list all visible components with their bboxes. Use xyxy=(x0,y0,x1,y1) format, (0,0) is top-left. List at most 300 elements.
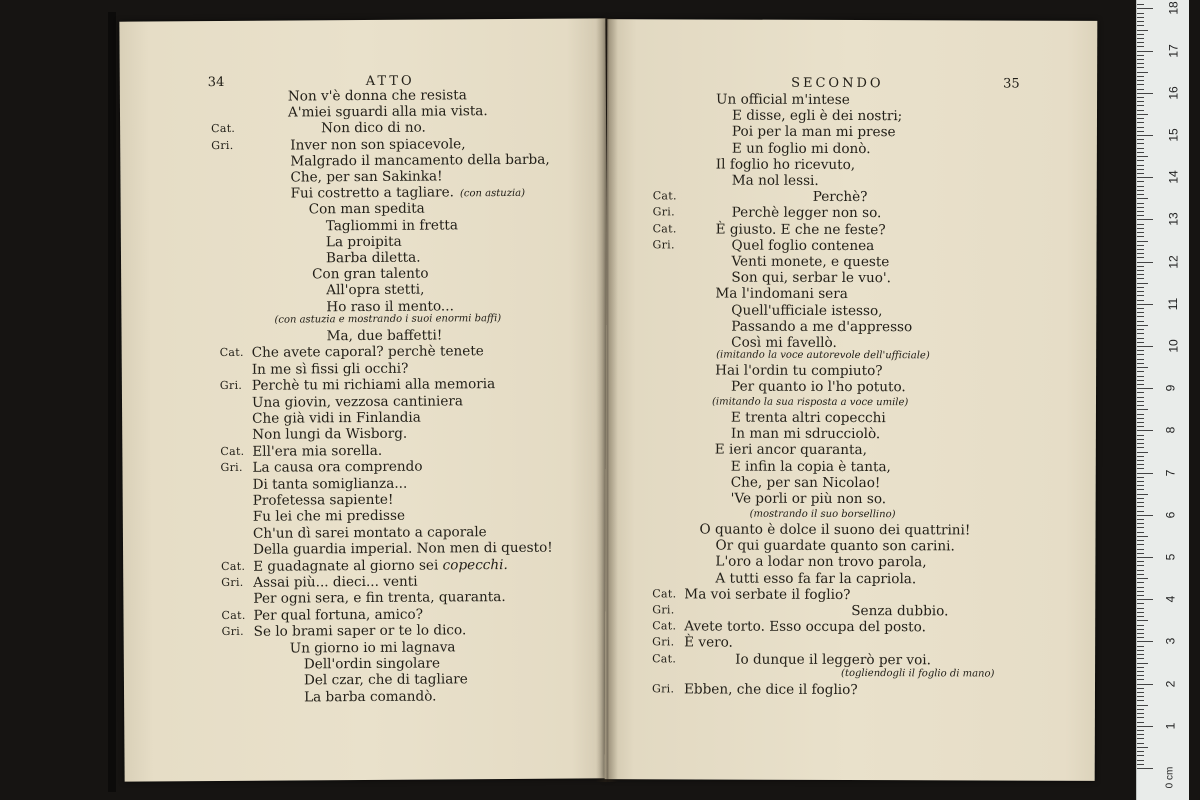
speaker-label: Gri. xyxy=(220,461,243,475)
ruler-tick xyxy=(1137,325,1148,326)
ruler-tick xyxy=(1137,494,1148,495)
ruler-number: 12 xyxy=(1166,254,1181,269)
ruler-tick xyxy=(1137,181,1144,182)
ruler-tick xyxy=(1137,198,1148,199)
ruler-number: 2 xyxy=(1163,680,1178,687)
ruler-number: 7 xyxy=(1163,469,1178,476)
ruler-tick xyxy=(1137,148,1144,149)
ruler-tick xyxy=(1137,118,1144,119)
verse-line xyxy=(716,221,886,238)
speaker-label: Cat. xyxy=(652,189,677,203)
ruler-tick xyxy=(1137,401,1144,402)
ruler-tick xyxy=(1137,249,1144,250)
ruler-tick xyxy=(1137,110,1144,111)
ruler-tick xyxy=(1137,346,1153,347)
ruler-tick xyxy=(1137,540,1144,541)
stage-direction: (mostrando il suo borsellino) xyxy=(749,508,896,521)
ruler-tick xyxy=(1137,468,1144,469)
verse-text: Perchè tu mi richiami alla memoria xyxy=(251,376,496,394)
ruler-tick xyxy=(1137,591,1144,592)
verse-line xyxy=(326,217,458,234)
ruler-tick xyxy=(1137,549,1144,550)
ruler-tick xyxy=(1137,536,1148,537)
verse-text: Assai più... dieci... venti xyxy=(253,573,418,591)
ruler-tick xyxy=(1137,637,1144,638)
verse-text: Ell'era mia sorella. xyxy=(252,442,383,460)
ruler-tick xyxy=(1137,435,1144,436)
ruler-number: 10 xyxy=(1166,339,1181,353)
verse-text: La barba comandò. xyxy=(304,688,437,706)
verse-line xyxy=(290,152,549,170)
verse-line xyxy=(326,250,421,267)
verse-text: A tutti esso fa far la capriola. xyxy=(715,570,917,587)
verse-text: Barba diletta. xyxy=(325,249,421,267)
ruler-tick xyxy=(1137,131,1144,132)
ruler-tick xyxy=(1137,224,1144,225)
ruler-tick xyxy=(1137,726,1153,727)
ruler-number: 6 xyxy=(1163,511,1178,519)
ruler-tick xyxy=(1137,228,1144,229)
verse-line xyxy=(731,410,886,427)
verse-line xyxy=(731,426,880,443)
verse-line xyxy=(813,189,868,205)
verse-text: La proipita xyxy=(325,233,402,251)
ruler-tick xyxy=(1137,418,1144,419)
verse-text: Profetessa sapiente! xyxy=(252,491,394,509)
speaker-label: Gri. xyxy=(221,625,244,639)
ruler-tick xyxy=(1137,329,1144,330)
verse-text: Una giovin, vezzosa cantiniera xyxy=(251,392,464,411)
ruler-tick xyxy=(1137,751,1144,752)
ruler-tick xyxy=(1137,675,1144,676)
verse-line xyxy=(731,458,891,475)
ruler-tick xyxy=(1137,633,1144,634)
ruler-tick xyxy=(1137,696,1144,697)
ruler-tick xyxy=(1137,700,1144,701)
ruler-tick xyxy=(1137,152,1144,153)
right-page xyxy=(605,19,1098,781)
verse-text: Perchè legger non so. xyxy=(731,204,882,222)
ruler-tick xyxy=(1137,76,1144,77)
verse-line xyxy=(252,360,409,377)
ruler-tick xyxy=(1137,561,1144,562)
ruler-tick xyxy=(1137,72,1148,73)
ruler-tick xyxy=(1137,663,1148,664)
ruler-tick xyxy=(1137,291,1144,292)
ruler-number: 9 xyxy=(1163,384,1178,392)
ruler-tick xyxy=(1137,532,1144,533)
verse-line xyxy=(715,554,926,571)
ruler-number: 15 xyxy=(1166,128,1181,142)
ruler-tick xyxy=(1137,527,1144,528)
ruler-tick xyxy=(1137,312,1144,313)
verse-line xyxy=(716,92,850,108)
verse-text: Così mi favellò. xyxy=(731,334,837,351)
ruler-tick xyxy=(1137,215,1144,216)
ruler-tick xyxy=(1137,51,1153,52)
verse-text: In me sì fissi gli occhi? xyxy=(251,360,409,378)
verse-text: Non lungi da Wisborg. xyxy=(252,426,408,444)
ruler-tick xyxy=(1137,156,1148,157)
ruler-tick xyxy=(1137,101,1144,102)
verse-line xyxy=(731,270,891,287)
speaker-label: Gri. xyxy=(219,379,243,393)
verse-text: Io dunque il leggerò per voi. xyxy=(735,651,931,668)
verse-line xyxy=(684,635,733,651)
ruler-tick xyxy=(1137,363,1144,364)
verse-text: Senza dubbio. xyxy=(851,603,949,620)
verse-text: Con gran talento xyxy=(312,265,429,283)
ruler-tick xyxy=(1137,709,1144,710)
verse-text: Non v'è donna che resista xyxy=(287,87,467,105)
ruler-number: 4 xyxy=(1163,595,1178,603)
verse-line xyxy=(851,603,948,619)
ruler-tick xyxy=(1137,599,1153,600)
ruler-tick xyxy=(1137,93,1153,94)
ruler-tick xyxy=(1137,603,1144,604)
ruler-tick xyxy=(1137,439,1144,440)
ruler-tick xyxy=(1137,186,1144,187)
ruler-tick xyxy=(1137,481,1144,482)
verse-line xyxy=(253,574,417,591)
verse-text: Che avete caporal? perchè tenete xyxy=(251,343,484,362)
verse-text: E infin la copia è tanta, xyxy=(730,458,891,475)
speaker-label: Gri. xyxy=(211,138,234,152)
ruler-tick xyxy=(1137,768,1153,769)
ruler-tick xyxy=(1137,135,1153,136)
speaker-label: Cat. xyxy=(652,587,677,601)
verse-line xyxy=(253,557,508,575)
ruler-tick xyxy=(1137,177,1153,178)
ruler-tick xyxy=(1137,274,1144,275)
verse-text: Fui costretto a tagliare. xyxy=(290,184,455,202)
verse-line xyxy=(731,254,889,271)
ruler-tick xyxy=(1137,414,1144,415)
ruler-tick xyxy=(1137,207,1144,208)
ruler-tick xyxy=(1137,397,1144,398)
verse-text: Ma l'indomani sera xyxy=(715,285,848,303)
ruler-number: 8 xyxy=(1163,427,1178,434)
verse-text: Che già vidi in Finlandia xyxy=(252,409,421,427)
verse-text: Avete torto. Esso occupa del posto. xyxy=(684,618,926,636)
ruler-tick xyxy=(1137,616,1144,617)
verse-line xyxy=(252,410,421,427)
ruler-tick xyxy=(1137,422,1144,423)
verse-text: E ieri ancor quaranta, xyxy=(714,441,867,459)
verse-line xyxy=(252,443,382,460)
ruler-tick xyxy=(1137,570,1144,571)
ruler-tick xyxy=(1137,515,1153,516)
verse-line xyxy=(253,492,394,509)
verse-text: Se lo brami saper or te lo dico. xyxy=(253,622,467,640)
verse-text: Della guardia imperial. Non men di questo! xyxy=(252,539,553,558)
verse-text: Ho raso il mento... xyxy=(326,297,454,315)
ruler-tick xyxy=(1137,295,1144,296)
ruler-tick xyxy=(1137,139,1144,140)
verse-line xyxy=(731,474,881,491)
verse-line xyxy=(684,681,858,698)
ruler-tick xyxy=(1137,245,1144,246)
ruler-tick xyxy=(1137,743,1144,744)
ruler-tick xyxy=(1137,426,1144,427)
verse-text: A'miei sguardi alla mia vista. xyxy=(287,103,488,121)
ruler-tick xyxy=(1137,359,1144,360)
speaker-label: Gri. xyxy=(652,603,675,617)
stage-direction: (con astuzia e mostrando i suoi enormi baffi) xyxy=(274,313,502,326)
verse-line xyxy=(715,363,883,380)
ruler-tick xyxy=(1137,105,1144,106)
verse-line xyxy=(735,651,931,668)
ruler-tick xyxy=(1137,713,1144,714)
page-header-left: ATTO xyxy=(365,73,415,89)
ruler-tick xyxy=(1137,143,1144,144)
verse-text: Il foglio ho ricevuto, xyxy=(715,156,856,173)
ruler-tick xyxy=(1137,316,1144,317)
verse-line xyxy=(290,639,456,656)
verse-line xyxy=(252,344,484,362)
verse-line xyxy=(253,524,487,542)
verse-text: Fu lei che mi predisse xyxy=(252,508,406,526)
ruler-tick xyxy=(1137,173,1144,174)
ruler-tick xyxy=(1137,232,1144,233)
ruler-tick xyxy=(1137,688,1144,689)
ruler-tick xyxy=(1137,219,1153,220)
speaker-label: Gri. xyxy=(221,575,244,590)
ruler-tick xyxy=(1137,646,1144,647)
verse-text: E trenta altri copecchi xyxy=(730,409,886,427)
verse-text: È giusto. E che ne feste? xyxy=(715,221,886,238)
verse-line xyxy=(253,475,408,492)
ruler-tick xyxy=(1137,30,1148,31)
ruler-tick xyxy=(1137,625,1144,626)
verse-line xyxy=(731,491,887,508)
verse-line xyxy=(304,688,437,705)
ruler-tick xyxy=(1137,667,1144,668)
ruler-tick xyxy=(1137,17,1144,18)
ruler-tick xyxy=(1137,553,1144,554)
ruler-tick xyxy=(1137,519,1144,520)
verse-text: Che, per san Sakinka! xyxy=(290,168,443,186)
ruler-tick xyxy=(1137,236,1144,237)
verse-line xyxy=(684,619,926,636)
verse-text: Ma nol lessi. xyxy=(731,172,819,189)
ruler-tick xyxy=(1137,211,1144,212)
verse-line xyxy=(326,282,424,299)
verse-text: E un foglio mi donò. xyxy=(731,140,871,157)
ruler-tick xyxy=(1137,557,1153,558)
verse-line xyxy=(304,655,440,672)
verse-line xyxy=(288,103,488,120)
verse-text: E disse, egli è dei nostri; xyxy=(731,107,903,125)
ruler-tick xyxy=(1137,650,1144,651)
ruler-tick xyxy=(1137,63,1144,64)
ruler-tick xyxy=(1137,367,1148,368)
ruler-tick xyxy=(1137,67,1144,68)
verse-text: L'oro a lodar non trovo parola, xyxy=(715,553,927,571)
ruler-tick xyxy=(1137,8,1153,9)
verse-line xyxy=(252,376,495,394)
verse-text: Perchè? xyxy=(812,189,868,206)
verse-text: Ma, due baffetti! xyxy=(326,327,443,345)
ruler-tick xyxy=(1137,658,1144,659)
ruler-tick xyxy=(1137,392,1144,393)
verse-text: Or qui guardate quanto son carini. xyxy=(715,537,955,555)
ruler-tick xyxy=(1137,42,1144,43)
verse-line xyxy=(253,508,405,525)
verse-text: Del czar, che di tagliare xyxy=(303,671,468,689)
ruler-number: 3 xyxy=(1163,638,1178,645)
verse-line xyxy=(732,237,875,253)
ruler-tick xyxy=(1137,409,1148,410)
speaker-label: Cat. xyxy=(652,221,677,235)
verse-line xyxy=(253,540,553,558)
verse-line xyxy=(715,286,848,302)
ruler-tick xyxy=(1137,89,1144,90)
verse-text: Poi per la man mi prese xyxy=(731,123,896,141)
ruler-tick xyxy=(1137,384,1144,385)
verse-text: Con man spedita xyxy=(308,200,425,218)
verse-line xyxy=(309,201,425,218)
left-page xyxy=(119,18,610,781)
ruler-tick xyxy=(1137,97,1144,98)
speaker-label: Gri. xyxy=(652,635,675,649)
verse-line xyxy=(253,589,505,607)
speaker-label: Cat. xyxy=(652,619,677,633)
page-header-right: SECONDO xyxy=(791,75,884,92)
speaker-label: Gri. xyxy=(651,682,675,696)
stage-direction: (togliendogli il foglio di mano) xyxy=(841,667,995,680)
ruler-tick xyxy=(1137,722,1144,723)
ruler-tick xyxy=(1137,511,1144,512)
verse-italic: copecchi. xyxy=(442,556,508,574)
ruler-tick xyxy=(1137,760,1144,761)
ruler-tick xyxy=(1137,165,1144,166)
verse-line xyxy=(253,606,423,623)
ruler-tick xyxy=(1137,287,1144,288)
ruler-tick xyxy=(1137,283,1148,284)
verse-line xyxy=(321,120,426,137)
ruler-tick xyxy=(1137,55,1144,56)
ruler-tick xyxy=(1137,321,1144,322)
speaker-label: Gri. xyxy=(652,238,675,252)
verse-text: Quel foglio contenea xyxy=(731,237,875,254)
ruler-tick xyxy=(1137,160,1144,161)
verse-line xyxy=(715,538,954,555)
stage-direction: (imitando la sua risposta a voce umile) xyxy=(711,396,909,409)
verse-line xyxy=(716,156,855,172)
ruler-tick xyxy=(1137,194,1144,195)
speaker-label: Gri. xyxy=(652,205,675,219)
verse-text: Un official m'intese xyxy=(716,91,850,108)
verse-text: Dell'ordin singolare xyxy=(303,655,441,673)
ruler-tick xyxy=(1137,730,1144,731)
ruler-tick xyxy=(1137,13,1144,14)
verse-text: 'Ve porli or più non so. xyxy=(730,490,887,508)
ruler-tick xyxy=(1137,333,1144,334)
verse-text: Hai l'ordin tu compiuto? xyxy=(715,362,883,380)
ruler-tick xyxy=(1137,447,1144,448)
ruler-tick xyxy=(1137,405,1144,406)
verse-text: Non dico di no. xyxy=(321,119,426,137)
verse-line xyxy=(715,570,916,587)
ruler-number: 16 xyxy=(1166,86,1181,100)
ruler-tick xyxy=(1137,241,1148,242)
ruler-tick xyxy=(1137,755,1144,756)
verse-line xyxy=(254,622,467,639)
page-number-right: 35 xyxy=(1003,76,1020,92)
verse-line xyxy=(252,393,463,410)
verse-line xyxy=(290,136,465,153)
ruler-tick xyxy=(1137,127,1144,128)
ruler-tick xyxy=(1137,595,1144,596)
ruler-tick xyxy=(1137,641,1153,642)
speaker-label: Cat. xyxy=(652,651,677,665)
verse-line xyxy=(731,379,906,396)
ruler-tick xyxy=(1137,376,1144,377)
verse-text: Un giorno io mi lagnava xyxy=(289,638,456,657)
ruler-tick xyxy=(1137,278,1144,279)
ruler-tick xyxy=(1137,747,1148,748)
ruler-tick xyxy=(1137,460,1144,461)
ruler-tick xyxy=(1137,489,1144,490)
verse-text: Che, per san Nicolao! xyxy=(730,474,881,491)
ruler-tick xyxy=(1137,169,1144,170)
ruler-tick xyxy=(1137,443,1144,444)
ruler-tick xyxy=(1137,266,1144,267)
measurement-ruler xyxy=(1136,0,1189,800)
ruler-number: 1 xyxy=(1163,722,1178,730)
verse-text: Inver non son spiacevole, xyxy=(290,135,466,154)
verse-line xyxy=(732,173,819,189)
verse-text: Passando a me d'appresso xyxy=(731,318,913,336)
verse-line xyxy=(326,234,402,251)
ruler-tick xyxy=(1137,350,1144,351)
verse-line xyxy=(732,108,902,125)
verse-line xyxy=(290,168,442,185)
page-number-left: 34 xyxy=(207,74,225,91)
ruler-tick xyxy=(1137,203,1144,204)
verse-text: Ebben, che dice il foglio? xyxy=(683,681,858,699)
ruler-tick xyxy=(1137,80,1144,81)
ruler-tick xyxy=(1137,544,1144,545)
verse-line xyxy=(700,521,971,538)
ruler-tick xyxy=(1137,574,1144,575)
ruler-tick xyxy=(1137,608,1144,609)
verse-line xyxy=(731,302,882,319)
verse-text: Per qual fortuna, amico? xyxy=(253,606,424,624)
verse-text: Malgrado il mancamento della barba, xyxy=(290,151,550,170)
ruler-tick xyxy=(1137,582,1144,583)
verse-line xyxy=(731,318,912,335)
verse-text: All'opra stetti, xyxy=(326,281,425,299)
ruler-tick xyxy=(1137,262,1153,263)
ruler-tick xyxy=(1137,692,1144,693)
ruler-tick xyxy=(1137,253,1144,254)
ruler-tick xyxy=(1137,430,1153,431)
ruler-number: 17 xyxy=(1166,43,1181,58)
ruler-number: 11 xyxy=(1166,297,1181,311)
speaker-label: Cat. xyxy=(219,346,244,360)
ruler-tick xyxy=(1137,38,1144,39)
verse-line xyxy=(684,586,850,603)
ruler-tick xyxy=(1137,25,1144,26)
ruler-tick xyxy=(1137,342,1144,343)
ruler-tick xyxy=(1137,4,1144,5)
ruler-tick xyxy=(1137,485,1144,486)
ruler-tick xyxy=(1137,629,1144,630)
ruler-tick xyxy=(1137,257,1144,258)
ruler-tick xyxy=(1137,304,1153,305)
